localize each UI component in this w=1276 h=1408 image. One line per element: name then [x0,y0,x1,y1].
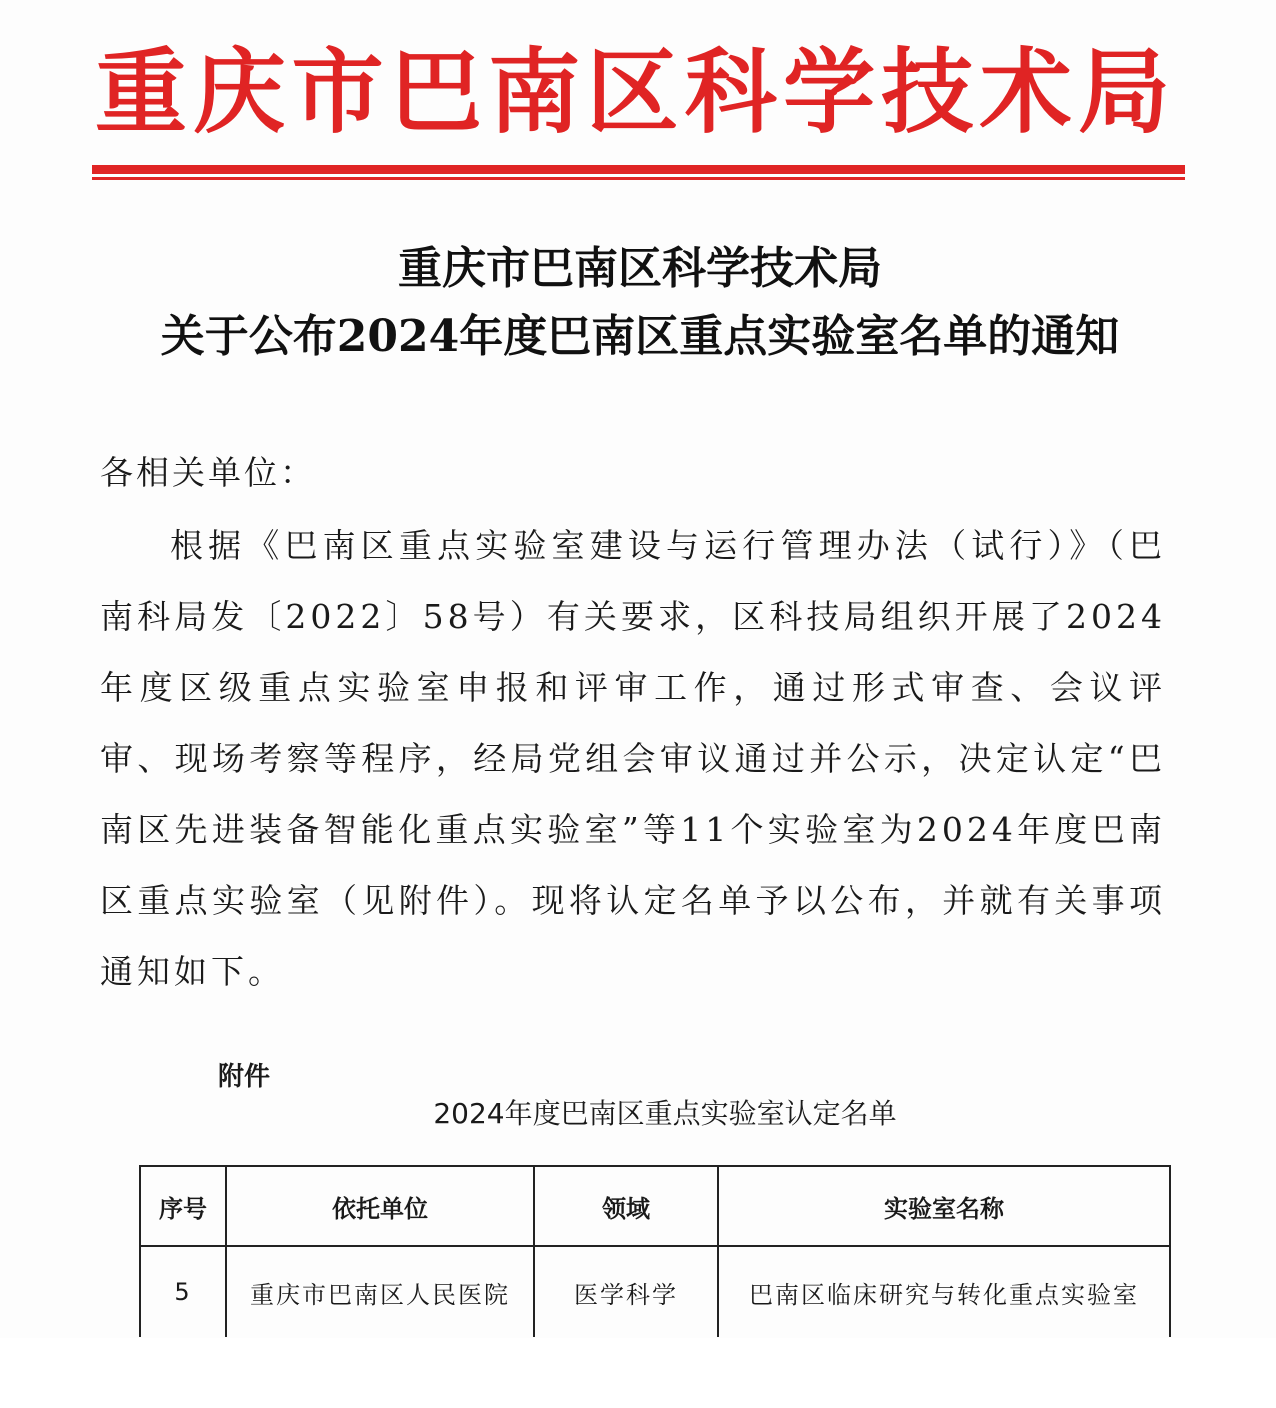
cell-field: 医学科学 [534,1246,718,1337]
attachment-title: 2024年度巴南区重点实验室认定名单 [433,1097,897,1130]
attachment-label: 附件 [218,1062,271,1092]
letterhead [95,38,1170,148]
document-title-line1: 重庆市巴南区科学技术局 [398,243,882,294]
salutation: 各相关单位： [100,453,316,492]
header-unit: 依托单位 [226,1166,534,1246]
body-paragraph: 根据《巴南区重点实验室建设与运行管理办法（试行）》（巴南科局发〔2022〕58号）有关要求，区科技局组织开展了2024年度区级重点实验室申报和评审工作，通过形式审查、会议评审、现场考察等程序，经局党组会审议通过并公示，决定认定“巴南区先进装备智能化重点实验室”等11个实验室为2024年度巴南区重点实验室（见附件）。现将认定名单予以公布，并就有关事项通知如下。 [100,526,1166,991]
table-header-row [140,1166,1170,1246]
letterhead-char: 巴 [389,39,482,146]
lab-list-table [139,1165,1171,1337]
header-index: 序号 [140,1166,226,1246]
letterhead-char: 术 [979,39,1072,146]
letterhead-char: 技 [881,39,974,146]
cell-unit: 重庆市巴南区人民医院 [226,1246,534,1337]
letterhead-char: 市 [291,39,384,146]
document-title-line2: 关于公布2024年度巴南区重点实验室名单的通知 [160,311,1120,362]
letterhead-char: 学 [783,39,876,146]
letterhead-char: 庆 [193,39,286,146]
header-lab-name: 实验室名称 [718,1166,1170,1246]
letterhead-char: 局 [1077,39,1170,146]
cell-index: 5 [140,1246,226,1337]
letterhead-char: 南 [488,39,581,146]
letterhead-rule [92,165,1185,174]
header-field: 领域 [534,1166,718,1246]
letterhead-char: 重 [95,39,188,146]
letterhead-char: 区 [586,39,679,146]
page-bottom-margin [0,1338,1276,1408]
letterhead-rule-thin [92,177,1185,180]
cell-lab-name: 巴南区临床研究与转化重点实验室 [718,1246,1170,1337]
table-row [140,1246,1170,1337]
letterhead-char: 科 [684,39,777,146]
